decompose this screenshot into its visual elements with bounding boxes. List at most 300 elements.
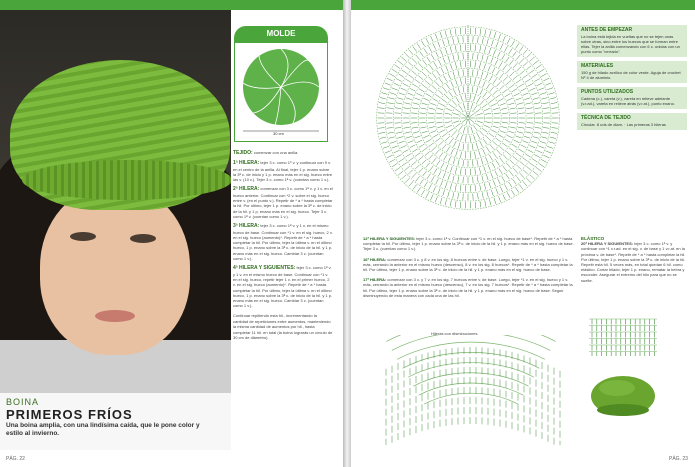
stitch-mark (470, 94, 471, 100)
stitch-mark (529, 162, 534, 166)
stitch-mark (404, 132, 410, 133)
stitch-mark (459, 126, 463, 131)
stitch-mark (491, 103, 497, 106)
instruction-paragraph: 4ª HILERA Y SIGUIENTES: tejer 3 c. como 1ª v. y 1 v. en el mismo hueco de base. Continuar con *1 v. en el sig. hueco, repetir tejer 1 v. en el primer hueco, 2 v. en el sig. hueco (aumento)*. Repetir de * a * hasta completar la hil. Por último, tejer la última v. en el último hueco, 1 p. enano sobre la 3ª c. de inicio de la hil. y 1 p. enano más en el sig. hueco. Cambiar 3 c. (cuentan como 1 v.). (233, 265, 333, 309)
stitch-mark (440, 180, 442, 186)
stitch-mark (496, 150, 500, 155)
stitch-mark (397, 98, 403, 100)
stitch-mark (503, 194, 506, 200)
stitch-mark (416, 176, 420, 181)
stitch-mark (424, 49, 427, 54)
stitch-mark (419, 89, 424, 92)
stitch-mark (396, 154, 402, 157)
stitch-mark (532, 74, 537, 77)
stitch-mark (419, 144, 424, 147)
stitch-mark (408, 75, 413, 79)
page-number-left: PÁG. 22 (6, 456, 25, 462)
stitch-mark (496, 82, 500, 87)
stitch-mark (396, 78, 402, 81)
stitch-mark (426, 94, 431, 97)
decrease-row-arc (386, 335, 555, 341)
stitch-mark (492, 68, 495, 74)
stitch-mark (535, 127, 541, 128)
stitch-mark (455, 29, 456, 35)
stitch-mark (408, 170, 413, 174)
sidebar-box (577, 61, 687, 83)
stitch-mark (538, 146, 544, 148)
stitch-mark (512, 179, 516, 184)
stitch-mark (550, 98, 556, 99)
stitch-mark (446, 84, 449, 89)
stitch-mark (460, 185, 461, 191)
stitch-mark (433, 44, 436, 50)
stitch-mark (519, 46, 523, 51)
stitch-mark (453, 37, 454, 43)
stitch-mark (514, 93, 520, 96)
stitch-mark (449, 92, 453, 97)
stitch-mark (461, 135, 463, 141)
stitch-mark (510, 127, 516, 128)
instruction-paragraph: Continuar repitiendo esta hil., incrementando la cantidad de repeticiones entre aumentos, manteniendo la misma cantidad de aumentos por hil., hasta completar 11 hil. en total (la boina lograrás un círculo de 30 cm de diámetro). (233, 312, 333, 340)
stitch-mark (410, 145, 416, 148)
stitch-mark (458, 37, 459, 43)
stitch-mark (449, 139, 453, 144)
stitch-mark (516, 98, 522, 100)
stitch-mark (422, 148, 427, 152)
stitch-mark (412, 108, 418, 109)
stitch-mark (489, 76, 492, 81)
stitch-mark (528, 83, 534, 86)
stitch-mark (401, 57, 406, 61)
info-sidebar (577, 25, 687, 134)
stitch-mark (516, 55, 520, 60)
stitch-mark (545, 83, 551, 85)
stitch-mark (453, 175, 454, 181)
stitch-mark (450, 29, 451, 35)
stitch-mark (420, 127, 426, 128)
stitch-mark (453, 192, 454, 198)
stitch-mark (551, 108, 557, 109)
stitch-mark (504, 46, 507, 52)
stitch-mark (533, 137, 539, 139)
stitch-mark (523, 93, 529, 95)
stitch-mark (515, 43, 519, 48)
stitch-mark (437, 70, 440, 75)
sidebar-body: 150 g de hilado acrílico de color verde. Aguja de crochet Nº 4 de aluminio. (581, 70, 681, 80)
stitch-mark (458, 53, 459, 59)
stitch-mark (421, 41, 424, 46)
stitch-mark (422, 160, 426, 164)
stitch-mark (505, 139, 510, 142)
stitch-mark (526, 108, 532, 109)
stitch-mark (479, 62, 480, 68)
stitch-mark (429, 155, 433, 160)
stitch-mark (500, 158, 504, 163)
stitch-mark (440, 32, 442, 38)
stitch-mark (429, 143, 434, 147)
stitch-mark (424, 182, 427, 187)
stitch-mark (448, 56, 450, 62)
stitch-mark (551, 103, 557, 104)
stitch-mark (413, 132, 419, 134)
stitch-mark (503, 155, 507, 160)
stitch-mark (458, 176, 459, 182)
stitch-mark (403, 127, 409, 128)
stitch-mark (422, 131, 428, 133)
stitch-mark (543, 78, 549, 81)
stitch-mark (405, 154, 410, 157)
stitch-mark (486, 147, 489, 152)
stitch-mark (507, 38, 510, 44)
stitch-mark (455, 201, 456, 207)
stitch-mark (490, 87, 494, 92)
stitch-mark (493, 126, 499, 128)
stitch-mark (392, 163, 397, 166)
stitch-mark (381, 93, 387, 95)
decrease-row-arc (413, 373, 528, 386)
stitch-mark (484, 64, 486, 70)
stitch-mark (489, 155, 492, 160)
stitch-mark (541, 98, 547, 100)
stitch-mark (395, 108, 401, 109)
stitch-mark (525, 132, 531, 133)
stitch-mark (510, 72, 514, 76)
stitch-mark (494, 198, 496, 204)
stitch-mark (526, 127, 532, 128)
stitch-mark (468, 119, 470, 125)
stitch-mark (475, 45, 476, 51)
stitch-mark (511, 41, 514, 46)
stitch-mark (470, 136, 471, 142)
stitch-mark (425, 80, 430, 84)
stitch-mark (488, 65, 490, 71)
stitch-mark (463, 86, 464, 92)
stitch-mark (512, 52, 516, 57)
stitch-mark (440, 50, 442, 56)
stitch-mark (426, 192, 429, 198)
stitch-mark (413, 185, 417, 190)
stitch-mark (525, 103, 531, 104)
stitch-mark (476, 143, 478, 149)
stitch-mark (442, 144, 446, 149)
stitch-mark (437, 160, 440, 165)
stitch-mark (458, 143, 460, 149)
stitch-mark (494, 113, 500, 114)
stitch-mark (466, 119, 468, 125)
stitch-mark (456, 133, 459, 138)
stitch-mark (435, 150, 439, 155)
stitch-mark (446, 125, 452, 128)
stitch-mark (551, 128, 557, 129)
stitch-mark (506, 68, 510, 73)
face (40, 185, 190, 355)
stitch-mark (485, 29, 486, 35)
stitch-mark (513, 76, 518, 80)
stitch-mark (379, 132, 385, 133)
stitch-mark (469, 119, 474, 123)
stitch-mark (443, 173, 445, 179)
page-gutter (343, 0, 351, 467)
stitch-mark (477, 113, 483, 115)
stitch-mark (392, 69, 397, 72)
stitch-mark (493, 141, 498, 145)
stitch-mark (493, 90, 498, 94)
sidebar-heading: TÉCNICA DE TEJIDO (581, 115, 631, 121)
stitch-mark (387, 132, 393, 133)
stitch-mark (525, 154, 530, 157)
stitch-mark (434, 168, 437, 173)
stitch-mark (472, 69, 473, 75)
stitch-mark (458, 160, 459, 166)
stitch-mark (420, 108, 426, 109)
stitch-mark (473, 126, 477, 131)
stitch-mark (480, 184, 481, 190)
stitch-mark (479, 168, 480, 174)
stitch-mark (410, 88, 416, 91)
stitch-mark (543, 127, 549, 128)
stitch-mark (396, 103, 402, 104)
stitch-mark (503, 77, 507, 82)
stitch-mark (534, 78, 540, 81)
stitch-mark (469, 114, 474, 118)
stitch-mark (455, 123, 460, 127)
stitch-mark (477, 70, 478, 76)
stitch-mark (501, 108, 507, 110)
stitch-mark (399, 74, 404, 77)
stitch-mark (521, 145, 527, 148)
stitch-mark (426, 38, 429, 44)
stitch-mark (532, 159, 537, 162)
stitch-mark (541, 74, 546, 77)
stitch-mark (476, 87, 478, 93)
stitch-mark (448, 157, 451, 163)
stitch-mark (485, 200, 486, 206)
stitch-mark (498, 179, 501, 185)
stitch-mark (480, 131, 484, 136)
stitch-mark (442, 133, 447, 137)
instruction-paragraph: TEJIDO: comenzar con una anilla. (233, 150, 299, 156)
stitch-mark (527, 178, 531, 183)
stitch-mark (455, 151, 457, 157)
stitch-mark (520, 58, 524, 63)
stitch-mark (432, 146, 437, 150)
stitch-mark (531, 93, 537, 95)
stitch-mark (523, 158, 528, 162)
stitch-mark (419, 63, 423, 68)
stitch-mark (395, 127, 401, 128)
stitch-mark (475, 168, 476, 174)
stitch-mark (445, 48, 447, 54)
stitch-mark (429, 89, 434, 93)
stitch-mark (502, 143, 507, 147)
stitch-mark (411, 123, 417, 124)
stitch-mark (449, 104, 454, 108)
stitch-mark (505, 94, 510, 97)
stitch-mark (419, 168, 423, 173)
stitch-mark (530, 57, 535, 61)
stitch-mark (451, 149, 454, 155)
stitch-mark (412, 149, 417, 152)
stitch-mark (445, 199, 447, 205)
stitch-mark (387, 155, 393, 158)
stitch-mark (481, 72, 483, 78)
stitch-mark (529, 70, 534, 74)
stitch-mark (416, 55, 420, 60)
stitch-mark (441, 163, 444, 169)
stitch-mark (545, 151, 551, 153)
stitch-mark (404, 103, 410, 104)
stitch-mark (449, 128, 454, 132)
stitch-mark (483, 149, 486, 155)
stitch-mark (500, 85, 505, 89)
stitch-mark (453, 141, 456, 147)
stitch-mark (383, 88, 389, 90)
sidebar-body: Cadena (c.), vareta (v.), vareta en relieve adelante (v.r.ad.), vareta en relieve atrás (v.r.at.), punto enano. (581, 96, 675, 106)
stitch-mark (477, 37, 478, 43)
instruction-paragraph: 1ª HILERA: tejer 3 c. como 1º v. y continuar con 9 v. en el centro de la anilla. Al final, tejer 1 p. enano sobre la 3ª c. de inicio y 1 p. enano más en el sig. hueco entre las v. (10 v.). Tejer 3 c. como 1ª v. (cuentan como 1 v.). (233, 160, 333, 183)
stitch-mark (460, 202, 461, 208)
stitch-mark (434, 62, 437, 67)
stitch-mark (418, 76, 423, 80)
decrease-row-arc (403, 352, 540, 368)
stitch-mark (451, 81, 454, 87)
stitch-mark (445, 95, 449, 99)
decrease-row-arc (392, 335, 550, 350)
stitch-mark (405, 166, 410, 170)
instruction-paragraph: 17ª HILERA: comenzar con 3 c. y 7 v. en los sig. 7 huecos entre v. de base. Luego, tejer *1 v. en el sig. hueco y 1 v. más, cerrando la anterior en el mismo hueco (descenso), 7 v. en los sig. 7 huecos*. Repetir de * a * hasta completar la hil. Por último, tejer 1 p. enano sobre la 3ª c. de inicio de la hil. y 1 p. enano más en el sig. hueco de base. Seguir disminuyendo de esta manera con cada una de las hil. (363, 277, 573, 298)
stitch-mark (550, 137, 556, 138)
stitch-mark (435, 196, 437, 202)
stitch-mark (518, 127, 524, 128)
stitch-mark (426, 163, 430, 168)
stitch-mark (536, 167, 541, 171)
stitch-mark (426, 139, 431, 142)
stitch-mark (496, 94, 501, 98)
stitch-mark (432, 158, 436, 163)
stitch-mark (502, 113, 508, 114)
stitch-mark (453, 121, 459, 123)
sidebar-body: La boina está tejida en vueltas que no se tejen unas sobre otras, sino entre los huecos que se forman entre ellas. Tejer la anilla comenzando con 6 c. unidas con un punto como "cerrado". (581, 34, 680, 54)
stitch-mark (446, 147, 449, 152)
stitch-mark (453, 54, 454, 60)
molde-header: MOLDE (234, 26, 328, 42)
stitch-mark (411, 113, 417, 114)
stitch-mark (396, 132, 402, 133)
stitch-mark (536, 83, 542, 86)
stitch-mark (484, 166, 486, 172)
stitch-mark (480, 29, 481, 35)
stitch-mark (380, 98, 386, 99)
stitch-mark (389, 159, 394, 162)
stitch-mark (476, 123, 481, 127)
stitch-mark (472, 144, 473, 150)
right-eye (130, 234, 156, 243)
stitch-mark (426, 68, 430, 73)
stitch-mark (446, 65, 448, 71)
stitch-mark (405, 178, 409, 183)
stitch-mark (428, 113, 434, 114)
stitch-mark (398, 171, 403, 175)
stitch-mark (509, 60, 513, 65)
stitch-mark (401, 88, 407, 91)
stitch-mark (427, 174, 431, 179)
stitch-mark (413, 46, 417, 51)
stitch-mark (500, 146, 505, 150)
stitch-mark (403, 150, 409, 153)
stitch-mark (430, 36, 433, 42)
lips (95, 310, 135, 322)
stitch-mark (496, 138, 501, 142)
stitch-mark (394, 150, 400, 153)
stitch-mark (460, 45, 461, 51)
stitch-mark (491, 190, 493, 196)
stitch-mark (448, 39, 450, 45)
stitch-mark (500, 186, 503, 192)
stitch-mark (493, 79, 497, 84)
stitch-mark (398, 61, 403, 65)
stitch-mark (430, 194, 433, 200)
stitch-mark (463, 103, 465, 109)
stitch-mark (482, 37, 483, 43)
stitch-mark (446, 108, 452, 111)
stitch-mark (509, 84, 514, 88)
stitch-mark (523, 170, 528, 174)
sidebar-heading: MATERIALES (581, 63, 614, 69)
stitch-mark (438, 42, 440, 48)
stitch-mark (493, 152, 497, 157)
stitch-mark (477, 121, 483, 123)
stitch-mark (468, 111, 470, 117)
stitch-mark (493, 108, 499, 110)
beret-band (22, 160, 231, 200)
stitch-mark (448, 191, 450, 197)
stitch-mark (493, 50, 495, 56)
stitch-mark (486, 56, 488, 62)
stitch-mark (390, 93, 396, 95)
stitch-mark (378, 108, 384, 109)
stitch-mark (423, 60, 427, 65)
stitch-mark (474, 78, 475, 84)
stitch-mark (503, 36, 506, 42)
stitch-mark (543, 155, 549, 158)
stitch-mark (408, 141, 414, 143)
stitch-mark (385, 83, 391, 85)
stitch-mark (475, 202, 476, 208)
stitch-mark (387, 103, 393, 104)
stitch-mark (435, 82, 439, 87)
stitch-mark (479, 151, 481, 157)
stitch-mark (516, 136, 522, 138)
stitch-mark (445, 122, 451, 123)
stitch-mark (542, 132, 548, 133)
stitch-mark (463, 160, 464, 166)
stitch-mark (535, 108, 541, 109)
stitch-mark (442, 87, 446, 92)
stitch-mark (506, 163, 510, 168)
stitch-mark (422, 103, 428, 105)
stitch-mark (523, 50, 527, 55)
stitch-mark (471, 127, 473, 133)
stitch-mark (422, 84, 427, 88)
stitch-mark (415, 153, 420, 157)
stitch-mark (392, 88, 398, 90)
stitch-mark (435, 34, 437, 40)
stitch-mark (419, 122, 425, 123)
stitch-mark (494, 32, 496, 38)
stitch-mark (460, 78, 461, 84)
stitch-mark (473, 105, 477, 110)
stitch-mark (436, 179, 439, 185)
